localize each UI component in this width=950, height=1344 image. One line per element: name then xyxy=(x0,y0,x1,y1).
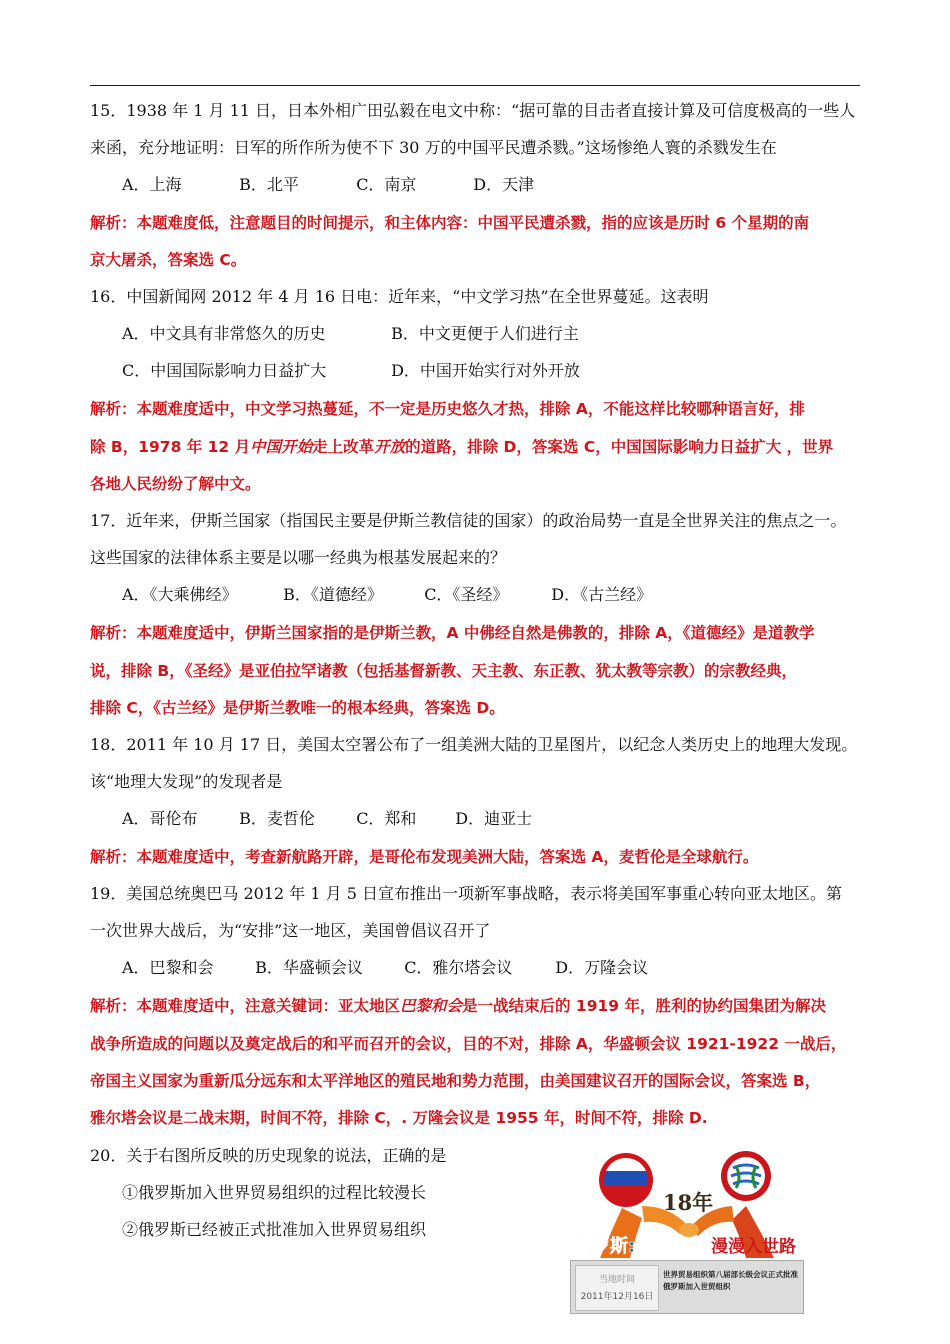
q19-stem-line1: 19．美国总统奥巴马 2012 年 1 月 5 日宣布推出一项新军事战略，表示将美国军事重心转向亚太地区。第 xyxy=(90,884,842,903)
q19-stem-line2: 一次世界大战后，为“安排”这一地区，美国曾倡议召开了 xyxy=(90,921,491,940)
figure-left-title: 俄罗斯: xyxy=(574,1236,636,1257)
q17-option-b: B．《道德经》 xyxy=(283,585,383,604)
figure-years: 18年 xyxy=(662,1190,714,1215)
q19-option-a: A．巴黎和会 xyxy=(122,958,214,977)
q17-option-c: C．《圣经》 xyxy=(424,585,509,604)
q15-options xyxy=(122,174,534,196)
figure-caption-line1: 世界贸易组织第八届部长级会议正式批准 xyxy=(663,1270,798,1279)
q16-explanation-line1: 解析：本题难度适中，中文学习热蔓延，不一定是历史悠久才热，排除 A，不能这样比较哪种语言好，排 xyxy=(90,400,805,418)
figure-caption-text xyxy=(663,1269,799,1293)
q17-options xyxy=(122,584,652,606)
q15-explanation-line2: 京大屠杀，答案选 C。 xyxy=(90,251,247,269)
q19-explanation-line1 xyxy=(90,995,826,1017)
q20-statement-2: ②俄罗斯已经被正式批准加入世界贸易组织 xyxy=(122,1220,427,1239)
q20-stem-line1: 20．关于右图所反映的历史现象的说法，正确的是 xyxy=(90,1146,447,1165)
figure-time-label: 当地时间 xyxy=(598,1275,635,1285)
q16-options-row2 xyxy=(122,360,580,382)
wto-russia-illustration xyxy=(570,1148,802,1312)
q16-option-a: A．中文具有非常悠久的历史 xyxy=(122,324,326,343)
q18-option-b: B．麦哲伦 xyxy=(239,809,315,828)
q18-option-c: C．郑和 xyxy=(356,809,417,828)
q16-exp-part: 走上改革 xyxy=(312,438,375,456)
q15-stem-line1: 15．1938 年 1 月 11 日，日本外相广田弘毅在电文中称：“据可靠的目击者直接计算及可信度极高的一些人 xyxy=(90,101,856,120)
q16-exp-italic: 开放 xyxy=(374,438,406,456)
q19-exp-italic: 巴黎和会 xyxy=(400,997,463,1015)
q16-exp-part: 的道路，排除 D，答案选 C，中国国际影响力日益扩大 ，世界 xyxy=(405,438,834,456)
q18-options xyxy=(122,808,532,830)
handshake-icon xyxy=(679,1223,699,1237)
q17-option-a: A．《大乘佛经》 xyxy=(122,585,238,604)
q15-explanation-line1: 解析：本题难度低，注意题目的时间提示，和主体内容：中国平民遭杀戮，指的应该是历时 6 个星期的南 xyxy=(90,214,810,232)
q18-explanation-line1: 解析：本题难度适中，考查新航路开辟，是哥伦布发现美洲大陆，答案选 A，麦哲伦是全球航行。 xyxy=(90,848,759,866)
q19-exp-part: 解析：本题难度适中，注意关键词：亚太地区 xyxy=(90,997,401,1015)
q17-option-d: D．《古兰经》 xyxy=(551,585,653,604)
q18-option-d: D．迪亚士 xyxy=(455,809,533,828)
q19-option-b: B．华盛顿会议 xyxy=(255,958,363,977)
q17-explanation-line1: 解析：本题难度适中，伊斯兰国家指的是伊斯兰教，A 中佛经自然是佛教的，排除 A，《道德经》是道教学 xyxy=(90,624,815,642)
q19-exp-part: 是一战结束后的 1919 年，胜利的协约国集团为解决 xyxy=(462,997,826,1015)
q19-options xyxy=(122,957,648,979)
figure-caption-line2: 俄罗斯加入世贸组织 xyxy=(663,1282,731,1291)
q16-explanation-line2 xyxy=(90,436,833,458)
header-rule xyxy=(90,85,860,86)
q19-option-c: C．雅尔塔会议 xyxy=(404,958,513,977)
q16-option-d: D．中国开始实行对外开放 xyxy=(391,361,580,380)
q17-stem-line1: 17．近年来，伊斯兰国家（指国民主要是伊斯兰教信徒的国家）的政治局势一直是全世界关注的焦点之一。 xyxy=(90,511,847,530)
q17-explanation-line3: 排除 C，《古兰经》是伊斯兰教唯一的根本经典，答案选 D。 xyxy=(90,699,505,717)
q16-exp-part: 除 B，1978 年 12 月 xyxy=(90,438,251,456)
q17-stem-line2: 这些国家的法律体系主要是以哪一经典为根基发展起来的？ xyxy=(90,548,507,567)
q16-option-c: C．中国国际影响力日益扩大 xyxy=(122,361,327,380)
q16-options-row1 xyxy=(122,323,579,345)
figure-caption-box xyxy=(570,1260,804,1314)
q19-option-d: D．万隆会议 xyxy=(555,958,649,977)
q19-explanation-line2: 战争所造成的问题以及奠定战后的和平而召开的会议，目的不对，排除 A，华盛顿会议 1921-1922 一战后， xyxy=(90,1035,847,1053)
q18-stem-line1: 18．2011 年 10 月 17 日，美国太空署公布了一组美洲大陆的卫星图片，以纪念人类历史上的地理大发现。 xyxy=(90,735,858,754)
q18-stem-line2: 该“地理大发现”的发现者是 xyxy=(90,772,283,791)
q15-option-a: A．上海 xyxy=(122,175,182,194)
q19-explanation-line4: 雅尔塔会议是二战末期，时间不符，排除 C，. 万隆会议是 1955 年，时间不符，排除 D. xyxy=(90,1109,708,1127)
q16-stem-line1: 16．中国新闻网 2012 年 4 月 16 日电：近年来，“中文学习热”在全世界蔓延。这表明 xyxy=(90,287,709,306)
q15-option-c: C．南京 xyxy=(356,175,417,194)
q19-explanation-line3: 帝国主义国家为重新瓜分远东和太平洋地区的殖民地和势力范围，由美国建议召开的国际会议，答案选 B， xyxy=(90,1072,821,1090)
q15-option-d: D．天津 xyxy=(473,175,535,194)
figure-date-panel xyxy=(575,1265,659,1311)
q16-explanation-line3: 各地人民纷纷了解中文。 xyxy=(90,475,261,493)
q16-exp-italic: 中国开始 xyxy=(250,438,313,456)
q15-option-b: B．北平 xyxy=(239,175,299,194)
q20-statement-1: ①俄罗斯加入世界贸易组织的过程比较漫长 xyxy=(122,1183,427,1202)
figure-right-title: 漫漫入世路 xyxy=(711,1237,796,1257)
figure-date: 2011年12月16日 xyxy=(580,1292,654,1302)
q15-stem-line2: 来函，充分地证明：日军的所作所为使不下 30 万的中国平民遭杀戮。”这场惨绝人寰的杀戮发生在 xyxy=(90,138,777,157)
q17-explanation-line2: 说，排除 B，《圣经》是亚伯拉罕诸教（包括基督新教、天主教、东正教、犹太教等宗教）的宗教经典， xyxy=(90,662,797,680)
q18-option-a: A．哥伦布 xyxy=(122,809,198,828)
q16-option-b: B．中文更便于人们进行主 xyxy=(391,324,579,343)
illustration-graphic xyxy=(570,1148,802,1260)
